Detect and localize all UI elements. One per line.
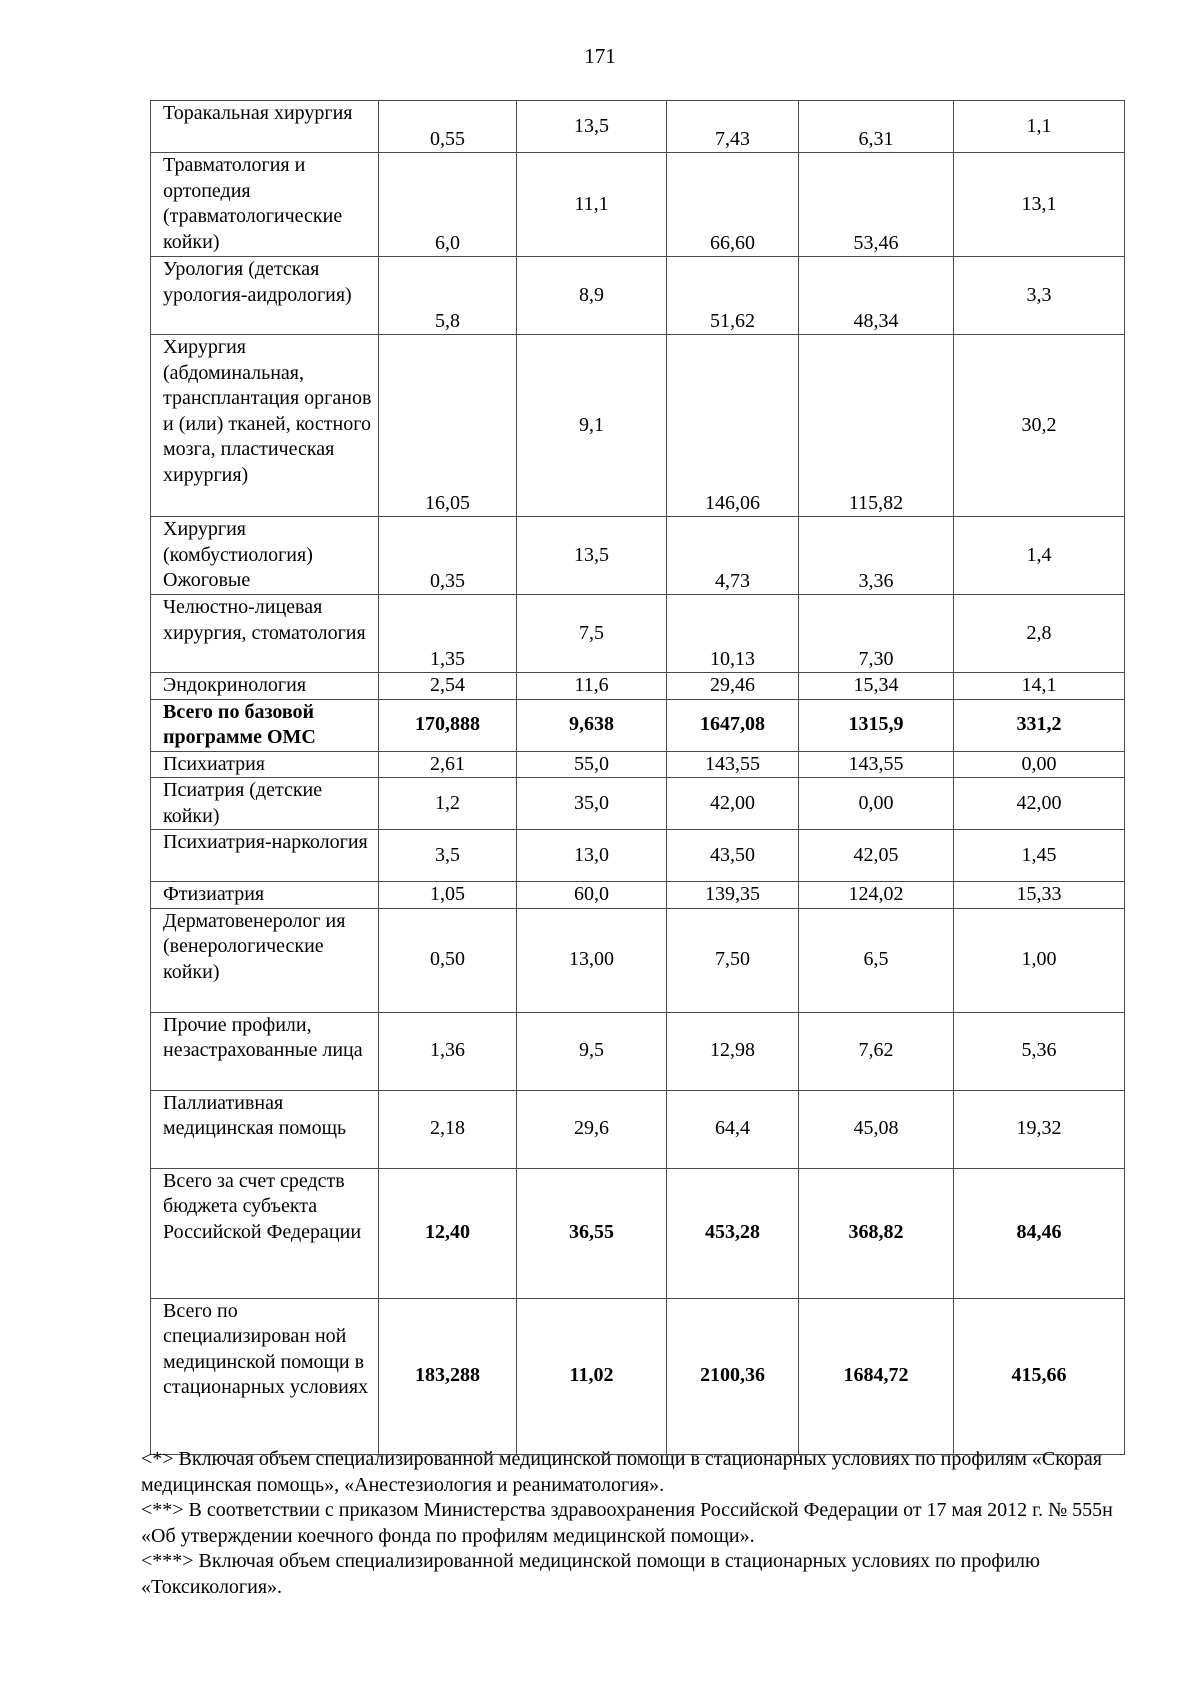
table-row [151, 778, 1125, 830]
cell-c5: 30,2 [954, 335, 1125, 517]
table-row [151, 751, 1125, 778]
cell-c2: 11,6 [517, 673, 667, 700]
cell-c1: 16,05 [379, 335, 517, 517]
cell-c4: 1315,9 [799, 699, 954, 751]
cell-c5: 5,36 [954, 1012, 1125, 1090]
cell-c3: 1647,08 [667, 699, 799, 751]
cell-c1: 170,888 [379, 699, 517, 751]
cell-c3: 12,98 [667, 1012, 799, 1090]
table-row [151, 699, 1125, 751]
cell-c1: 1,05 [379, 882, 517, 909]
cell-c4: 3,36 [799, 517, 954, 595]
cell-c4: 6,31 [799, 101, 954, 153]
footnote-1: <*> Включая объем специализированной медицинской помощи в стационарных условиях по профилям «Скорая медицинская помощь», «Анестезиология и реаниматология». [141, 1448, 1102, 1496]
row-name: Всего за счет средств бюджета субъекта Российской Федерации [151, 1168, 379, 1298]
cell-c1: 0,55 [379, 101, 517, 153]
cell-c1: 2,61 [379, 751, 517, 778]
cell-c1: 12,40 [379, 1168, 517, 1298]
table-row [151, 335, 1125, 517]
cell-c2: 8,9 [517, 257, 667, 335]
cell-c3: 64,4 [667, 1090, 799, 1168]
row-name: Эндокринология [151, 673, 379, 700]
cell-c5: 0,00 [954, 751, 1125, 778]
cell-c5: 15,33 [954, 882, 1125, 909]
cell-c4: 143,55 [799, 751, 954, 778]
table-row [151, 882, 1125, 909]
row-name: Всего по базовой программе ОМС [151, 699, 379, 751]
cell-c5: 19,32 [954, 1090, 1125, 1168]
cell-c3: 29,46 [667, 673, 799, 700]
footnotes [141, 1447, 1151, 1600]
cell-c5: 1,4 [954, 517, 1125, 595]
cell-c2: 9,638 [517, 699, 667, 751]
cell-c2: 29,6 [517, 1090, 667, 1168]
cell-c2: 35,0 [517, 778, 667, 830]
cell-c4: 48,34 [799, 257, 954, 335]
cell-c2: 11,1 [517, 153, 667, 257]
cell-c3: 42,00 [667, 778, 799, 830]
beds-table [150, 100, 1125, 1455]
cell-c2: 7,5 [517, 595, 667, 673]
cell-c5: 1,1 [954, 101, 1125, 153]
table-row [151, 1298, 1125, 1454]
table-row [151, 673, 1125, 700]
cell-c4: 124,02 [799, 882, 954, 909]
cell-c5: 2,8 [954, 595, 1125, 673]
footnote-3: <***> Включая объем специализированной медицинской помощи в стационарных условиях по профилю «Токсикология». [141, 1550, 1040, 1598]
cell-c3: 139,35 [667, 882, 799, 909]
table-row [151, 1012, 1125, 1090]
cell-c1: 6,0 [379, 153, 517, 257]
cell-c2: 11,02 [517, 1298, 667, 1454]
row-name: Паллиативная медицинская помощь [151, 1090, 379, 1168]
cell-c1: 0,50 [379, 908, 517, 1012]
cell-c3: 2100,36 [667, 1298, 799, 1454]
cell-c4: 6,5 [799, 908, 954, 1012]
cell-c2: 60,0 [517, 882, 667, 909]
row-name: Психиатрия-наркология [151, 830, 379, 882]
cell-c5: 13,1 [954, 153, 1125, 257]
row-name: Псиатрия (детские койки) [151, 778, 379, 830]
row-name: Урология (детская урология-аидрология) [151, 257, 379, 335]
cell-c3: 43,50 [667, 830, 799, 882]
row-name: Всего по специализирован ной медицинской помощи в стационарных условиях [151, 1298, 379, 1454]
cell-c3: 7,43 [667, 101, 799, 153]
cell-c3: 10,13 [667, 595, 799, 673]
row-name: Челюстно-лицевая хирургия, стоматология [151, 595, 379, 673]
cell-c4: 7,62 [799, 1012, 954, 1090]
cell-c4: 45,08 [799, 1090, 954, 1168]
cell-c1: 2,18 [379, 1090, 517, 1168]
row-name: Хирургия (абдоминальная, трансплантация органов и (или) тканей, костного мозга, пластическая хирургия) [151, 335, 379, 517]
cell-c1: 183,288 [379, 1298, 517, 1454]
cell-c4: 53,46 [799, 153, 954, 257]
cell-c1: 0,35 [379, 517, 517, 595]
cell-c2: 9,1 [517, 335, 667, 517]
row-name: Дерматовенеролог ия (венерологические койки) [151, 908, 379, 1012]
cell-c2: 36,55 [517, 1168, 667, 1298]
cell-c2: 9,5 [517, 1012, 667, 1090]
cell-c1: 2,54 [379, 673, 517, 700]
row-name: Фтизиатрия [151, 882, 379, 909]
footnote-2: <**> В соответствии с приказом Министерства здравоохранения Российской Федерации от 17 мая 2012 г. № 555н «Об утверждении коечного фонда по профилям медицинской помощи». [141, 1499, 1113, 1547]
row-name: Хирургия (комбустиология) Ожоговые [151, 517, 379, 595]
page-number: 171 [584, 44, 616, 68]
table-row [151, 257, 1125, 335]
cell-c5: 331,2 [954, 699, 1125, 751]
cell-c1: 1,2 [379, 778, 517, 830]
table-row [151, 595, 1125, 673]
cell-c3: 7,50 [667, 908, 799, 1012]
table-row [151, 830, 1125, 882]
row-name: Торакальная хирургия [151, 101, 379, 153]
cell-c4: 368,82 [799, 1168, 954, 1298]
cell-c1: 5,8 [379, 257, 517, 335]
table-row [151, 1168, 1125, 1298]
cell-c1: 1,36 [379, 1012, 517, 1090]
cell-c2: 13,0 [517, 830, 667, 882]
cell-c2: 13,5 [517, 517, 667, 595]
cell-c3: 453,28 [667, 1168, 799, 1298]
cell-c4: 7,30 [799, 595, 954, 673]
cell-c5: 1,45 [954, 830, 1125, 882]
table-body [151, 101, 1125, 1455]
row-name: Прочие профили, незастрахованные лица [151, 1012, 379, 1090]
cell-c2: 13,5 [517, 101, 667, 153]
cell-c4: 42,05 [799, 830, 954, 882]
row-name: Травматология и ортопедия (травматологические койки) [151, 153, 379, 257]
cell-c5: 415,66 [954, 1298, 1125, 1454]
row-name: Психиатрия [151, 751, 379, 778]
cell-c4: 115,82 [799, 335, 954, 517]
cell-c5: 1,00 [954, 908, 1125, 1012]
cell-c5: 84,46 [954, 1168, 1125, 1298]
cell-c3: 4,73 [667, 517, 799, 595]
cell-c1: 3,5 [379, 830, 517, 882]
cell-c3: 66,60 [667, 153, 799, 257]
table-row [151, 101, 1125, 153]
table-row [151, 153, 1125, 257]
cell-c4: 0,00 [799, 778, 954, 830]
cell-c5: 14,1 [954, 673, 1125, 700]
cell-c4: 15,34 [799, 673, 954, 700]
cell-c3: 143,55 [667, 751, 799, 778]
table-row [151, 908, 1125, 1012]
cell-c2: 13,00 [517, 908, 667, 1012]
cell-c1: 1,35 [379, 595, 517, 673]
cell-c2: 55,0 [517, 751, 667, 778]
table-row [151, 517, 1125, 595]
cell-c5: 3,3 [954, 257, 1125, 335]
cell-c4: 1684,72 [799, 1298, 954, 1454]
cell-c5: 42,00 [954, 778, 1125, 830]
cell-c3: 51,62 [667, 257, 799, 335]
cell-c3: 146,06 [667, 335, 799, 517]
table-row [151, 1090, 1125, 1168]
